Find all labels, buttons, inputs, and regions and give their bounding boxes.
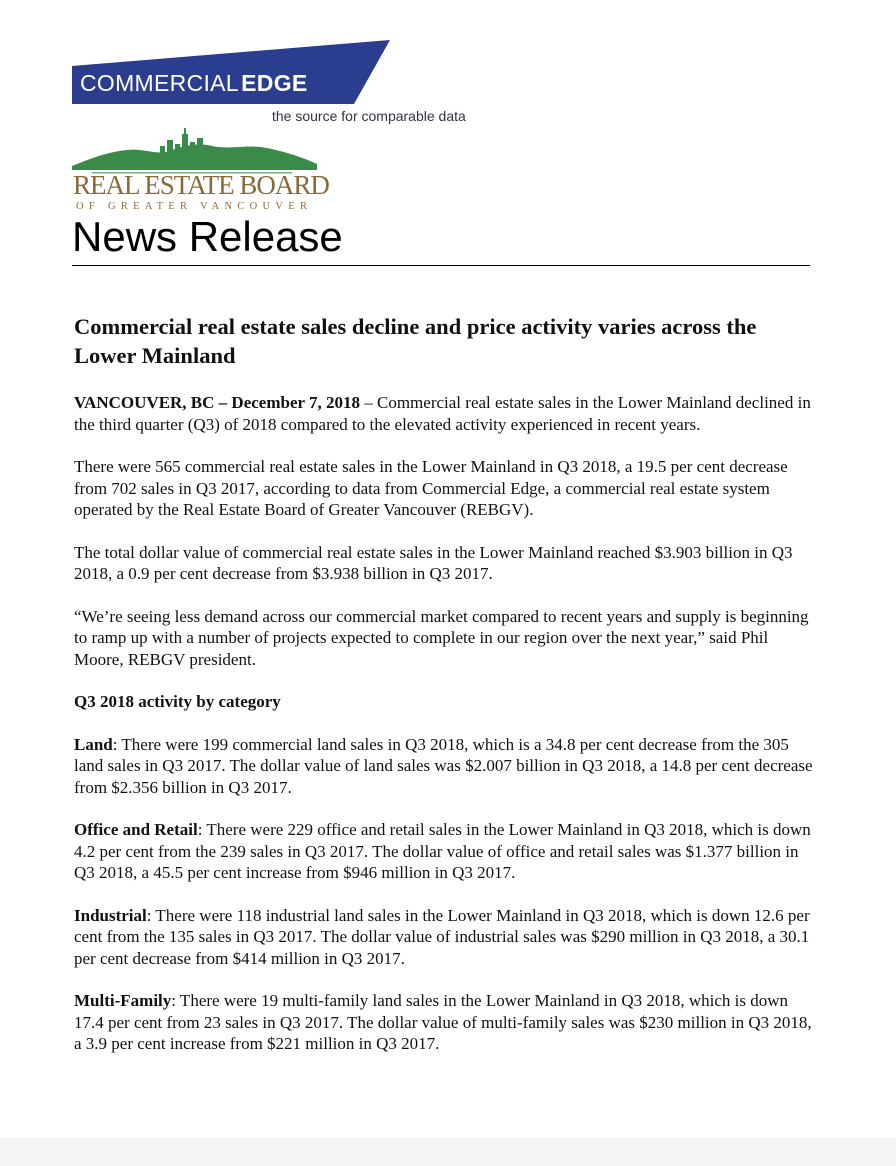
category-label: Multi-Family <box>74 991 172 1010</box>
category-label: Office and Retail <box>74 820 198 839</box>
category-label: Land <box>74 734 113 754</box>
commercial-edge-tagline: the source for comparable data <box>272 108 466 124</box>
page-title: News Release <box>72 213 343 260</box>
section-heading: Q3 2018 activity by category <box>74 692 281 711</box>
page-footer-strip <box>0 1138 896 1166</box>
paragraph-quote: “We’re seeing less demand across our commercial market compared to recent years and supply is beginning to ramp up with a number of projects expected to complete in our region over the next year,” said Phil Moore, REBGV president. <box>74 606 809 669</box>
category-text: : There were 199 commercial land sales in Q3 2018, which is a 34.8 per cent decrease from the 305 land sales in Q3 2017. The dollar value of land sales was $2.007 billion in Q3 2018, a 14.8 per cent decrease from $2.356 billion in Q3 2017. <box>74 734 813 797</box>
category-land <box>74 734 814 799</box>
commercial-edge-wordmark <box>80 72 308 95</box>
category-label: Industrial <box>74 905 147 925</box>
category-text: : There were 19 multi-family land sales in the Lower Mainland in Q3 2018, which is down 17.4 per cent from 23 sales in Q3 2017. The dollar value of multi-family sales was $230 million in Q3 2018, a 3.9 per cent increase from $221 million in Q3 2017. <box>74 991 812 1053</box>
category-office-retail <box>74 819 814 884</box>
reb-name: REAL ESTATE BOARD <box>73 170 329 200</box>
reb-subtitle: OF GREATER VANCOUVER <box>76 201 313 212</box>
article-body <box>74 312 814 1076</box>
paragraph-sales-count: There were 565 commercial real estate sales in the Lower Mainland in Q3 2018, a 19.5 per cent decrease from 702 sales in Q3 2017, according to data from Commercial Edge, a commercial real estate system operated by the Real Estate Board of Greater Vancouver (REBGV). <box>74 457 788 519</box>
edge-word: EDGE <box>241 70 308 96</box>
category-multi-family <box>74 990 814 1055</box>
category-text: : There were 118 industrial land sales in the Lower Mainland in Q3 2018, which is down 12.6 per cent from the 135 sales in Q3 2017. The dollar value of industrial sales was $290 million in Q3 2018, a 30.1 per cent decrease from $414 million in Q3 2017. <box>74 905 810 968</box>
category-text: : There were 229 office and retail sales in the Lower Mainland in Q3 2018, which is down 4.2 per cent from the 239 sales in Q3 2017. The dollar value of office and retail sales was $1.377 billion in Q3 2018, a 45.5 per cent increase from $946 million in Q3 2017. <box>74 820 811 882</box>
commercial-word: COMMERCIAL <box>80 70 239 96</box>
category-industrial <box>74 905 814 970</box>
article-headline: Commercial real estate sales decline and price activity varies across the Lower Mainland <box>74 314 757 368</box>
commercial-edge-logo <box>72 40 392 104</box>
vancouver-skyline-icon <box>72 128 317 176</box>
title-divider <box>72 265 810 266</box>
dateline: VANCOUVER, BC – December 7, 2018 <box>74 393 360 412</box>
intro-paragraph <box>74 392 814 435</box>
paragraph-dollar-value: The total dollar value of commercial real estate sales in the Lower Mainland reached $3.903 billion in Q3 2018, a 0.9 per cent decrease from $3.938 billion in Q3 2017. <box>74 542 793 583</box>
intro-text: – Commercial real estate sales in the Lower Mainland declined in the third quarter (Q3) of 2018 compared to the elevated activity experienced in recent years. <box>74 393 811 434</box>
